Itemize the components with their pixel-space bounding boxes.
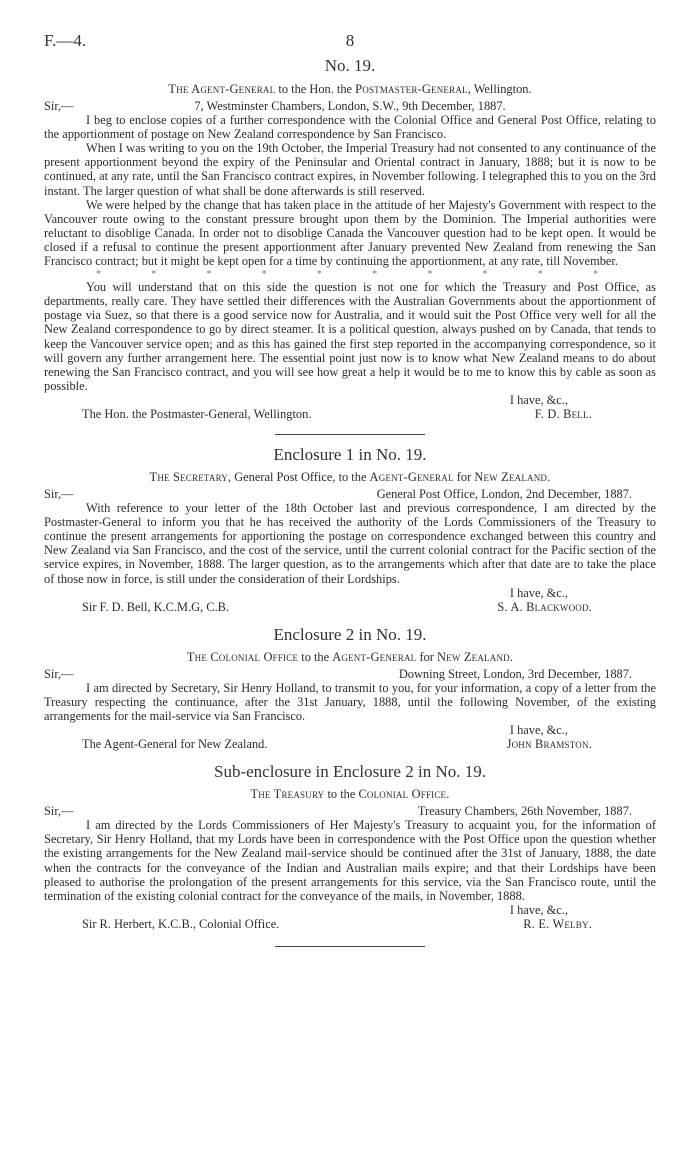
paragraph: When I was writing to you on the 19th October, the Imperial Treasury had not consented to any continuance of the present apportionment beyond the expiry of the Peninsular and Oriental contract in January, 1888; but it is now to be continued, at any rate, until the San Francisco contract expires, in November following. I telegraphed this to you on the 3rd instant. The larger question of what shall be done afterwards is still reserved. <box>44 141 656 198</box>
paragraph: You will understand that on this side the question is not one for which the Treasury and Post Office, as departments, really care. They have settled their differences with the Australian Governments about the apportionment of postage via Suez, so that there is a good service now for Australia, and it would suit the Post Office very well for all the New Zealand correspondence to go by direct steamer. It is a political question, always pushed on by Canada, that tends to keep the Vancouver service open; and as this has gained the first step reported in the accompanying correspondence, so it will govern any further arrangement here. The essential point just now is to know what New Zealand means to do about renewing the San Francisco contract, and you will see how great a help it would be to me to know this by cable as soon as possible. <box>44 280 656 393</box>
sender-address: General Post Office, London, 2nd December, 1887. <box>376 487 632 502</box>
salutation: Sir,— <box>44 666 74 681</box>
enclosure-title: Enclosure 2 in No. 19. <box>273 624 427 644</box>
closing: I have, &c., <box>509 392 568 407</box>
asterisk: * <box>206 269 212 281</box>
signature-row <box>44 407 656 422</box>
signature-row <box>44 917 656 932</box>
asterisk: * <box>372 269 378 281</box>
sub-enclosure-title: Sub-enclosure in Enclosure 2 in No. 19. <box>214 762 486 782</box>
sub-enclosure <box>44 762 656 932</box>
sender-address: Treasury Chambers, 26th November, 1887. <box>417 804 632 819</box>
sender-address: Downing Street, London, 3rd December, 1887. <box>398 666 632 681</box>
addressee: Agent-General <box>332 649 417 664</box>
addressee: Colonial Office. <box>358 787 450 802</box>
salutation: Sir,— <box>44 804 74 819</box>
letter-no-19 <box>44 56 656 422</box>
letter-direction <box>44 82 656 96</box>
direction-connector: to the Hon. the <box>275 82 356 96</box>
closing: I have, &c., <box>509 902 568 917</box>
addressee: Postmaster-General <box>355 82 468 96</box>
page-number: 8 <box>345 31 355 50</box>
asterisk: * <box>316 269 322 281</box>
direction-connector: for <box>416 649 438 664</box>
salutation-line <box>44 667 656 681</box>
asterisk: * <box>537 269 543 281</box>
recipient: The Agent-General for New Zealand. <box>82 737 268 752</box>
direction-connector: to the <box>324 787 359 802</box>
salutation: Sir,— <box>44 487 74 502</box>
recipient: The Hon. the Postmaster-General, Wellington. <box>82 406 312 421</box>
sender: The Secretary <box>149 469 228 484</box>
running-header <box>44 31 656 54</box>
direction-connector: to the <box>298 649 333 664</box>
signature-row <box>44 600 656 615</box>
salutation-line <box>44 487 656 501</box>
omission-asterisks <box>44 268 656 280</box>
signature-row <box>44 737 656 752</box>
asterisk: * <box>482 269 488 281</box>
recipient: Sir F. D. Bell, K.C.M.G, C.B. <box>82 599 230 614</box>
section-divider <box>275 434 425 435</box>
asterisk: * <box>592 269 598 281</box>
enclosure-2 <box>44 625 656 752</box>
asterisk: * <box>261 269 267 281</box>
letter-direction <box>44 787 656 801</box>
letter-direction <box>44 470 656 484</box>
signature: S. A. Blackwood. <box>497 599 592 614</box>
signature: F. D. Bell. <box>534 406 592 421</box>
asterisk: * <box>96 269 101 281</box>
signature: R. E. Welby. <box>523 916 592 931</box>
salutation-line <box>44 99 656 113</box>
paragraph: With reference to your letter of the 18th October last and previous correspondence, I am directed by the Postmaster-General to inform you that he has received the authority of the Lords Commissioners of the Treasury to continue the present arrangements for apportioning the postage on correspondence exchanged between this country and New Zealand via San Francisco, and the cost of the service, until the current colonial contract for the Pacific section of the service expires, in November, 1888. The larger question, as to the arrangements which after that date are to take the place of those now in force, is still under the consideration of their Lordships. <box>44 501 656 586</box>
end-divider <box>275 946 425 947</box>
salutation: Sir,— <box>44 99 74 114</box>
asterisk: * <box>151 269 157 281</box>
sender-address: 7, Westminster Chambers, London, S.W., 9th December, 1887. <box>194 99 506 114</box>
addressee-place: New Zealand. <box>437 649 514 664</box>
closing: I have, &c., <box>509 723 568 738</box>
sender: The Agent-General <box>168 82 276 96</box>
paragraph: We were helped by the change that has taken place in the attitude of her Majesty's Government with respect to the Vancouver route owing to the constant pressure brought upon them by the Dominion. The Imperial authorities were reluctant to disoblige Canada. In order not to disoblige Canada the Vancouver question had to be kept open. It would be closed if a refusal to continue the present apportionment after January prevented New Zealand from renewing the San Francisco contract; but it might be kept open for a time by continuing the apportionment, at any rate, till November. <box>44 197 656 269</box>
recipient: Sir R. Herbert, K.C.B., Colonial Office. <box>82 916 280 931</box>
paragraph: I beg to enclose copies of a further correspondence with the Colonial Office and General Post Office, relating to the apportionment of postage on New Zealand correspondence by San Francisco. <box>44 113 656 142</box>
direction-connector: , General Post Office, to the <box>228 469 370 484</box>
sender: The Treasury <box>250 787 325 802</box>
document-reference: F.—4. <box>44 31 87 50</box>
enclosure-1 <box>44 445 656 615</box>
letter-title: No. 19. <box>324 56 376 75</box>
asterisk: * <box>427 269 433 281</box>
letter-direction <box>44 650 656 664</box>
direction-place: , Wellington. <box>467 82 532 96</box>
addressee-place: New Zealand. <box>474 469 551 484</box>
closing: I have, &c., <box>509 585 568 600</box>
salutation-line <box>44 804 656 818</box>
paragraph: I am directed by Secretary, Sir Henry Holland, to transmit to you, for your information, a copy of a letter from the Treasury respecting the continuance, after the 31st January, 1888, until the following November, of the existing arrangements for the mail-service via San Francisco. <box>44 680 656 723</box>
direction-connector: for <box>453 469 475 484</box>
paragraph: I am directed by the Lords Commissioners of Her Majesty's Treasury to acquaint you, for the information of Secretary, Sir Henry Holland, that my Lords have been in correspondence with the Post Office upon the question whether the existing arrangements for the New Zealand mail-service should be continued after the 31st of January, 1888, the date when the contracts for the conveyance of the Indian and Australian mails expire; and that their Lordships have been pleased to authorise the prolongation of the present arrangements for this service, via the San Francisco route, until the termination of the existing colonial contract for the conveyance of the mails, in November, 1888. <box>44 818 656 903</box>
sender: The Colonial Office <box>186 649 299 664</box>
addressee: Agent-General <box>369 469 454 484</box>
signature: John Bramston. <box>506 737 592 752</box>
enclosure-title: Enclosure 1 in No. 19. <box>273 444 427 464</box>
